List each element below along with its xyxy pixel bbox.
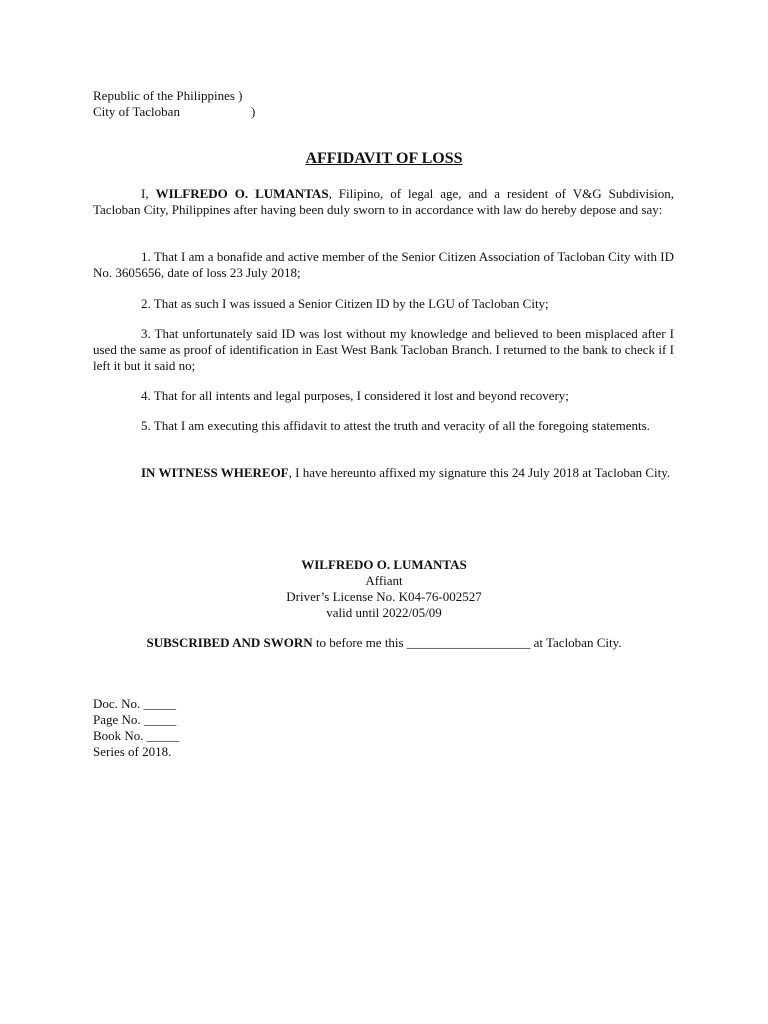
venue-city-line (93, 104, 393, 120)
statement-1 (93, 249, 674, 281)
venue-country: Republic of the Philippines ) (93, 88, 243, 103)
notarial-register (93, 696, 293, 760)
affiant-name-inline: WILFREDO O. LUMANTAS (155, 186, 329, 201)
intro-lead: I, (141, 186, 156, 201)
intro-text: , Filipino, of legal age, and a resident of V&G Subdivision, Tacloban City, Philippines after having been duly sworn to in accordance with law do hereby depose and say: (93, 186, 674, 217)
statement-4 (93, 388, 674, 404)
affiant-role: Affiant (365, 573, 403, 588)
jurat-bold: SUBSCRIBED AND SWORN (146, 635, 313, 650)
statement-2-text: 2. That as such I was issued a Senior Citizen ID by the LGU of Tacloban City; (141, 296, 549, 311)
venue-header (93, 88, 393, 120)
statement-3-text: 3. That unfortunately said ID was lost without my knowledge and believed to been misplaced after I used the same as proof of identification in East West Bank Tacloban Branch. I returned to the bank to check if I left it but it said no; (93, 326, 674, 373)
jurat-text: to before me this ___________________ at Tacloban City. (312, 635, 622, 650)
witness-bold: IN WITNESS WHEREOF (141, 465, 289, 480)
venue-city: City of Tacloban (93, 104, 180, 119)
statement-3 (93, 326, 674, 374)
intro-paragraph (93, 186, 674, 218)
series-year: Series of 2018. (93, 744, 172, 759)
book-number: Book No. _____ (93, 728, 180, 743)
jurat-line (0, 635, 768, 651)
statement-1-text: 1. That I am a bonafide and active member of the Senior Citizen Association of Tacloban City with ID No. 3605656, date of loss 23 July 2018; (93, 249, 674, 280)
signature-block (0, 557, 768, 621)
witness-text: , I have hereunto affixed my signature this 24 July 2018 at Tacloban City. (288, 465, 671, 480)
page-number: Page No. _____ (93, 712, 177, 727)
license-validity: valid until 2022/05/09 (326, 605, 442, 620)
document-title: AFFIDAVIT OF LOSS (305, 150, 463, 167)
affiant-name: WILFREDO O. LUMANTAS (301, 557, 467, 572)
statement-2 (93, 296, 674, 312)
venue-city-paren: ) (251, 104, 256, 119)
witness-paragraph (93, 465, 674, 481)
license-number: Driver’s License No. K04-76-002527 (286, 589, 482, 604)
statement-5 (93, 418, 674, 434)
statement-4-text: 4. That for all intents and legal purposes, I considered it lost and beyond recovery; (141, 388, 569, 403)
doc-number: Doc. No. _____ (93, 696, 177, 711)
statement-5-text: 5. That I am executing this affidavit to attest the truth and veracity of all the foregoing statements. (141, 418, 650, 433)
